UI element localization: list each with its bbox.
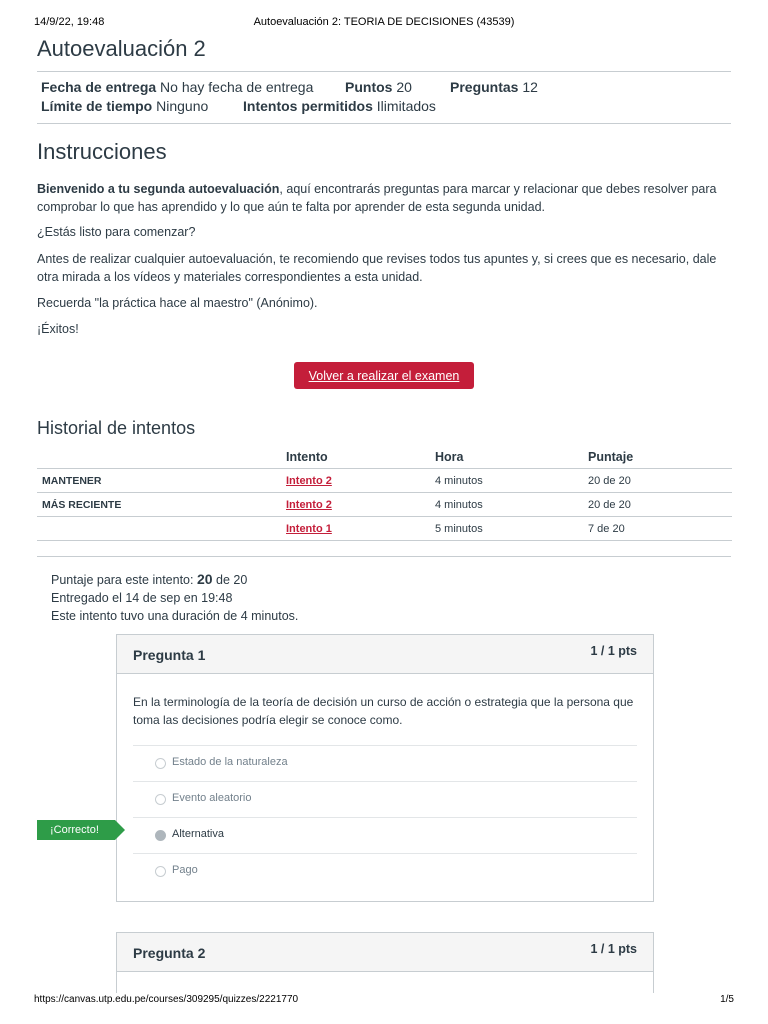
attempt-score: 20 de 20 bbox=[588, 493, 732, 517]
radio-icon[interactable] bbox=[155, 866, 166, 877]
print-doc-title: Autoevaluación 2: TEORIA DE DECISIONES (43539) bbox=[253, 16, 515, 28]
questions-label: Preguntas bbox=[450, 79, 519, 95]
time-limit-meta bbox=[41, 98, 208, 114]
attempt-score-line bbox=[51, 570, 298, 589]
instructions-paragraph-3: Antes de realizar cualquier autoevaluación, te recomiendo que revises todos tus apuntes y, si crees que es necesario, dale otra mirada a los vídeos y materiales correspondientes a esta unidad. bbox=[37, 252, 717, 284]
radio-icon[interactable] bbox=[155, 794, 166, 805]
instructions-paragraph-5: ¡Éxitos! bbox=[37, 322, 79, 336]
divider bbox=[37, 556, 731, 557]
questions-value: 12 bbox=[522, 79, 538, 95]
column-header bbox=[37, 446, 286, 469]
table-row bbox=[37, 517, 732, 541]
question-header bbox=[117, 635, 653, 674]
quiz-title: Autoevaluación 2 bbox=[37, 36, 206, 61]
question-title: Pregunta 1 bbox=[133, 647, 206, 663]
table-row bbox=[37, 493, 732, 517]
answer-option-selected[interactable] bbox=[133, 817, 637, 853]
divider bbox=[37, 123, 731, 124]
print-header bbox=[34, 16, 734, 30]
print-footer bbox=[34, 994, 734, 1008]
attempt-link[interactable]: Intento 2 bbox=[286, 474, 332, 487]
page-number: 1/5 bbox=[720, 994, 734, 1005]
attempt-link[interactable]: Intento 1 bbox=[286, 522, 332, 535]
question-title: Pregunta 2 bbox=[133, 945, 206, 961]
question-header bbox=[117, 933, 653, 972]
time-limit-label: Límite de tiempo bbox=[41, 98, 153, 114]
retake-quiz-button[interactable]: Volver a realizar el examen bbox=[294, 362, 474, 389]
instructions-paragraph-2: ¿Estás listo para comenzar? bbox=[37, 225, 196, 239]
correct-answer-flag: ¡Correcto! bbox=[37, 820, 115, 840]
row-label: MÁS RECIENTE bbox=[37, 493, 286, 517]
history-title: Historial de intentos bbox=[37, 418, 196, 438]
answer-label: Evento aleatorio bbox=[172, 792, 252, 804]
instructions-title: Instrucciones bbox=[37, 139, 167, 164]
attempt-score: 20 de 20 bbox=[588, 469, 732, 493]
answer-option[interactable] bbox=[133, 853, 637, 889]
radio-icon[interactable] bbox=[155, 758, 166, 769]
points-meta bbox=[345, 79, 412, 95]
column-header: Hora bbox=[435, 446, 588, 469]
column-header: Intento bbox=[286, 446, 435, 469]
attempts-meta bbox=[243, 98, 436, 114]
welcome-rest: , aquí encontrarás preguntas para marcar y relacionar que debes resolver para comprobar lo que has aprendido y lo que aún te falta por aprender de esta segunda unidad. bbox=[37, 182, 717, 214]
attempt-score: 7 de 20 bbox=[588, 517, 732, 541]
instructions-paragraph-4: Recuerda "la práctica hace al maestro" (Anónimo). bbox=[37, 296, 318, 310]
score-value: 20 bbox=[196, 571, 213, 587]
row-label bbox=[37, 517, 286, 541]
question-card bbox=[116, 932, 654, 993]
welcome-bold: Bienvenido a tu segunda autoevaluación bbox=[37, 182, 280, 196]
table-header-row bbox=[37, 446, 732, 469]
table-row bbox=[37, 469, 732, 493]
time-limit-value: Ninguno bbox=[156, 98, 209, 114]
due-value: No hay fecha de entrega bbox=[160, 79, 314, 95]
attempt-history-table bbox=[37, 446, 732, 541]
quiz-meta-row-1 bbox=[41, 79, 313, 95]
answer-option[interactable] bbox=[133, 781, 637, 817]
duration-line: Este intento tuvo una duración de 4 minutos. bbox=[51, 609, 299, 623]
attempts-value: Ilimitados bbox=[376, 98, 436, 114]
attempt-time: 4 minutos bbox=[435, 493, 588, 517]
question-body bbox=[117, 674, 653, 889]
page-url: https://canvas.utp.edu.pe/courses/309295/quizzes/2221770 bbox=[34, 994, 299, 1005]
submitted-line: Entregado el 14 de sep en 19:48 bbox=[51, 591, 233, 605]
column-header: Puntaje bbox=[588, 446, 732, 469]
attempts-label: Intentos permitidos bbox=[243, 98, 373, 114]
question-card bbox=[116, 634, 654, 902]
radio-selected-icon[interactable] bbox=[155, 830, 166, 841]
answer-option[interactable] bbox=[133, 745, 637, 781]
divider bbox=[37, 71, 731, 72]
due-label: Fecha de entrega bbox=[41, 79, 157, 95]
row-label: MANTENER bbox=[37, 469, 286, 493]
score-suffix: de 20 bbox=[216, 573, 248, 587]
answer-label: Estado de la naturaleza bbox=[172, 756, 288, 768]
points-label: Puntos bbox=[345, 79, 393, 95]
attempt-summary bbox=[51, 570, 298, 625]
instructions-paragraph-1 bbox=[37, 180, 727, 216]
question-points: 1 / 1 pts bbox=[590, 644, 637, 658]
score-prefix: Puntaje para este intento: bbox=[51, 573, 194, 587]
answer-label: Pago bbox=[172, 864, 198, 876]
question-text: En la terminología de la teoría de decisión un curso de acción o estrategia que la persona que toma las decisiones podría elegir se conoce como. bbox=[133, 695, 634, 727]
attempt-time: 4 minutos bbox=[435, 469, 588, 493]
question-points: 1 / 1 pts bbox=[590, 942, 637, 956]
print-datetime: 14/9/22, 19:48 bbox=[34, 16, 105, 28]
attempt-link[interactable]: Intento 2 bbox=[286, 498, 332, 511]
answer-label: Alternativa bbox=[172, 828, 224, 840]
attempt-time: 5 minutos bbox=[435, 517, 588, 541]
points-value: 20 bbox=[396, 79, 412, 95]
questions-meta bbox=[450, 79, 538, 95]
